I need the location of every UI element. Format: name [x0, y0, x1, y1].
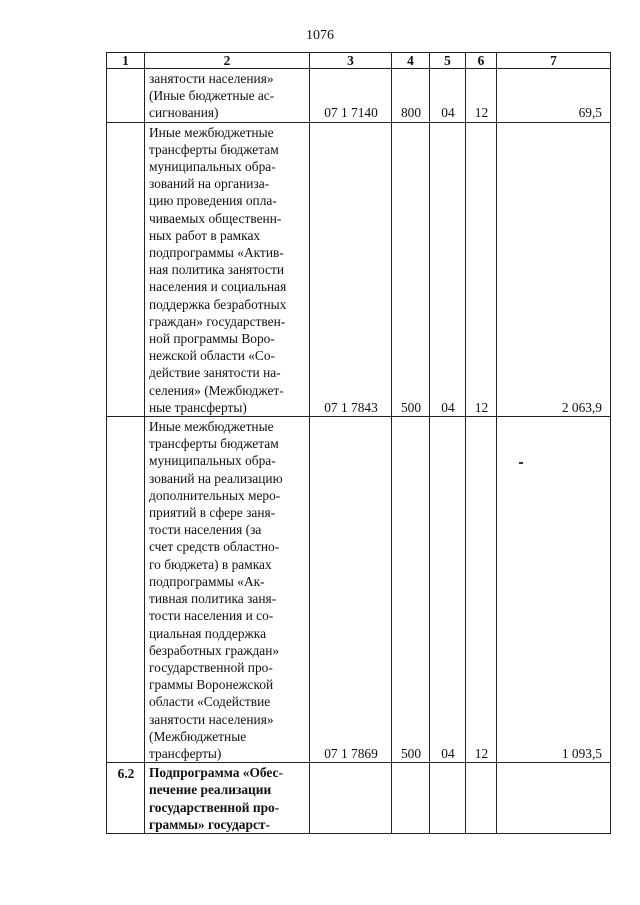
row-amount: 2 063,9: [497, 122, 611, 416]
row-section: [430, 763, 466, 834]
description-line: нежской области «Со-: [149, 348, 275, 364]
description-line: (Межбюджетные: [149, 728, 247, 744]
row-subsection: [466, 763, 497, 834]
column-header: 6: [466, 53, 497, 69]
row-amount: [497, 763, 611, 834]
column-header: 4: [392, 53, 430, 69]
row-description: [145, 122, 310, 416]
budget-table: [106, 52, 611, 834]
description-line: (Иные бюджетные ас-: [149, 88, 275, 104]
description-line: циальная поддержка: [149, 625, 267, 641]
description-line: государственной про-: [149, 799, 280, 815]
row-amount: 1 093,5: [497, 417, 611, 763]
row-code: 07 1 7869: [310, 417, 392, 763]
table-header-row: [107, 53, 611, 69]
column-header: 7: [497, 53, 611, 69]
description-line: безработных граждан»: [149, 642, 280, 658]
description-line: приятий в сфере заня-: [149, 505, 276, 521]
row-subsection: 12: [466, 417, 497, 763]
column-header: 5: [430, 53, 466, 69]
column-header: 1: [107, 53, 145, 69]
description-line: селения» (Межбюджет-: [149, 382, 284, 398]
row-code: 07 1 7843: [310, 122, 392, 416]
table-row: [107, 763, 611, 834]
table-row: [107, 69, 611, 123]
description-line: поддержка безработных: [149, 296, 287, 312]
description-line: Иные межбюджетные: [149, 124, 274, 140]
table-body: [107, 69, 611, 834]
description-line: дополнительных меро-: [149, 487, 281, 503]
row-code: 07 1 7140: [310, 69, 392, 123]
description-line: го бюджета) в рамках: [149, 556, 272, 572]
description-line: ные трансферты): [149, 399, 247, 415]
description-line: тости населения и со-: [149, 608, 274, 624]
row-expense-type: 800: [392, 69, 430, 123]
description-line: счет средств областно-: [149, 539, 280, 555]
row-expense-type: 500: [392, 417, 430, 763]
scan-speck: [519, 462, 523, 464]
row-subsection: 12: [466, 69, 497, 123]
description-line: граждан» государствен-: [149, 313, 286, 329]
description-line: занятости населения»: [149, 711, 274, 727]
description-line: трансферты бюджетам: [149, 436, 279, 452]
description-line: трансферты бюджетам: [149, 141, 279, 157]
row-number: 6.2: [107, 763, 145, 834]
description-line: граммы» государст-: [149, 816, 270, 832]
row-description: [145, 763, 310, 834]
row-number: [107, 122, 145, 416]
row-code: [310, 763, 392, 834]
row-expense-type: 500: [392, 122, 430, 416]
description-line: ная политика занятости: [149, 262, 284, 278]
row-description: [145, 69, 310, 123]
description-line: подпрограммы «Ак-: [149, 573, 265, 589]
description-line: трансферты): [149, 745, 222, 761]
row-number: [107, 69, 145, 123]
row-description: [145, 417, 310, 763]
description-line: тости населения (за: [149, 522, 262, 538]
description-line: муниципальных обра-: [149, 159, 276, 175]
description-line: Подпрограмма «Обес-: [149, 765, 283, 781]
description-line: печение реализации: [149, 782, 272, 798]
description-line: населения и социальная: [149, 279, 287, 295]
description-line: области «Содействие: [149, 694, 271, 710]
row-section: 04: [430, 122, 466, 416]
table-row: [107, 417, 611, 763]
description-line: занятости населения»: [149, 71, 274, 86]
description-line: тивная политика заня-: [149, 591, 277, 607]
description-line: ной программы Воро-: [149, 331, 275, 347]
description-line: Иные межбюджетные: [149, 419, 274, 435]
description-line: чиваемых общественн-: [149, 210, 282, 226]
description-line: государственной про-: [149, 659, 273, 675]
description-line: подпрограммы «Актив-: [149, 245, 284, 261]
description-line: зований на организа-: [149, 176, 270, 192]
description-line: ных работ в рамках: [149, 227, 261, 243]
description-line: граммы Воронежской: [149, 677, 274, 693]
page-number: 1076: [306, 28, 334, 43]
row-subsection: 12: [466, 122, 497, 416]
description-line: цию проведения опла-: [149, 193, 277, 209]
column-header: 3: [310, 53, 392, 69]
row-number: [107, 417, 145, 763]
column-header: 2: [145, 53, 310, 69]
description-line: сигнования): [149, 105, 219, 121]
description-line: зований на реализацию: [149, 470, 283, 486]
description-line: муниципальных обра-: [149, 453, 276, 469]
description-line: действие занятости на-: [149, 365, 281, 381]
row-section: 04: [430, 417, 466, 763]
row-expense-type: [392, 763, 430, 834]
row-amount: 69,5: [497, 69, 611, 123]
table-row: [107, 122, 611, 416]
row-section: 04: [430, 69, 466, 123]
